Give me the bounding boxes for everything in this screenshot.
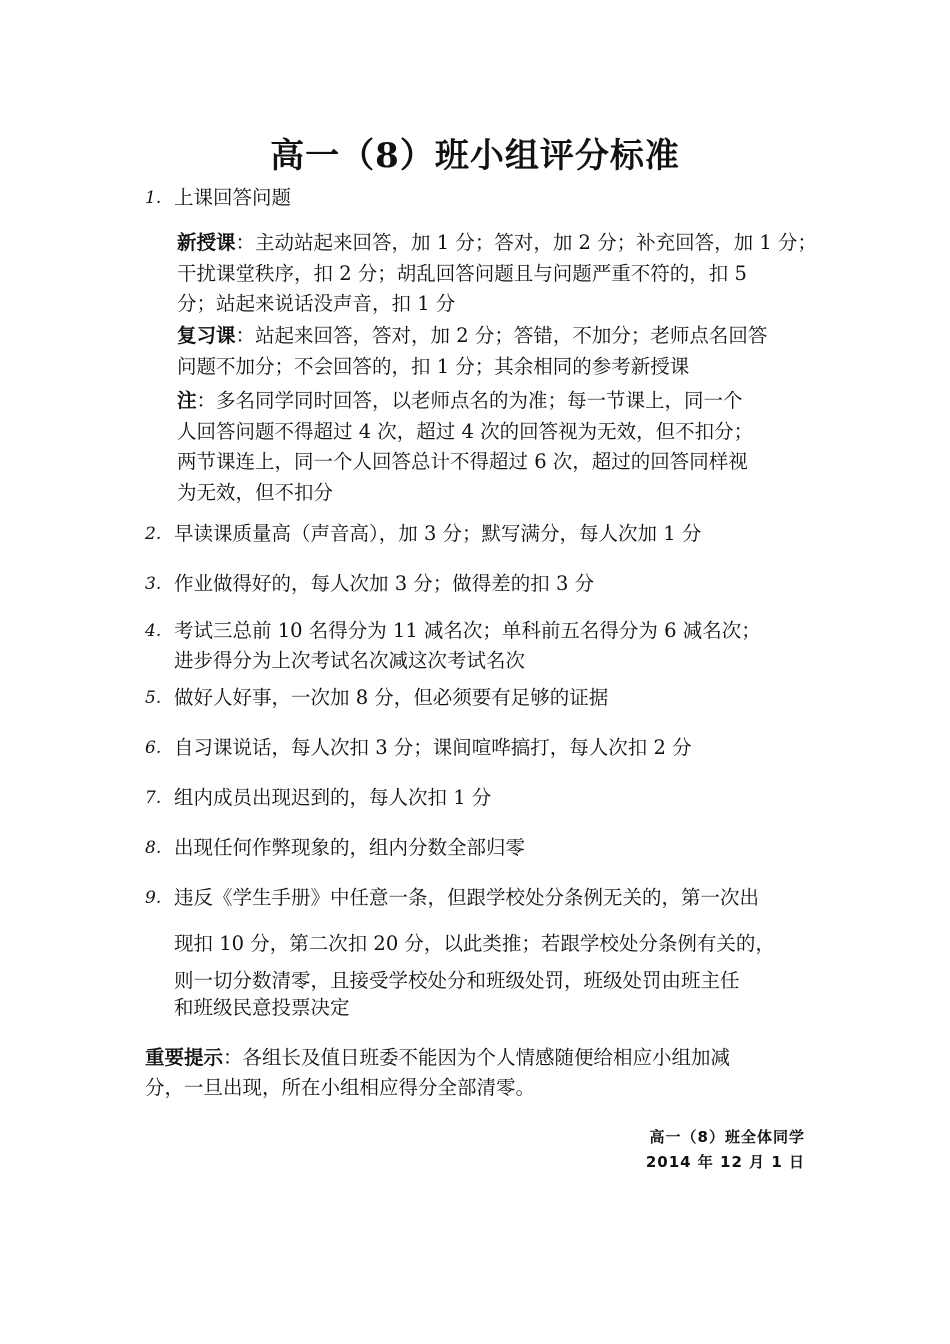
- notice-line: ：各组长及值日班委不能因为个人情感随便给相应小组加减: [223, 1046, 731, 1069]
- item-number: 1.: [145, 188, 162, 208]
- notice-label: 重要提示: [145, 1046, 224, 1069]
- item-text: 上课回答问题: [174, 186, 292, 209]
- section-line: ：主动站起来回答，加 1 分；答对，加 2 分；补充回答，加 1 分；: [235, 231, 817, 254]
- section-line: 人回答问题不得超过 4 次，超过 4 次的回答视为无效，但不扣分；: [177, 419, 754, 443]
- section-label: 复习课: [177, 324, 236, 347]
- signature-date: 2014 年 12 月 1 日: [645, 1153, 805, 1171]
- item-number: 2.: [145, 524, 162, 544]
- item-text: 自习课说话，每人次扣 3 分；课间喧哗搞打，每人次扣 2 分: [174, 736, 692, 759]
- section-new-lesson: [177, 228, 817, 320]
- section-label: 注: [177, 389, 197, 412]
- item-text: 做好人好事，一次加 8 分，但必须要有足够的证据: [174, 686, 609, 709]
- item-number: 7.: [145, 788, 162, 808]
- list-item: [145, 783, 815, 813]
- item-line: 现扣 10 分，第二次扣 20 分，以此类推；若跟学校处分条例有关的，: [174, 932, 775, 955]
- item-line: 考试三总前 10 名得分为 11 减名次；单科前五名得分为 6 减名次；: [174, 619, 761, 642]
- section-line: 干扰课堂秩序，扣 2 分；胡乱回答问题且与问题严重不符的，扣 5: [177, 261, 747, 285]
- section-line: 两节课连上，同一个人回答总计不得超过 6 次，超过的回答同样视: [177, 450, 748, 473]
- item-number: 4.: [145, 621, 162, 641]
- item-line: 进步得分为上次考试名次减这次考试名次: [174, 649, 526, 672]
- item-line: 和班级民意投票决定: [174, 996, 350, 1019]
- item-text: 早读课质量高（声音高），加 3 分；默写满分，每人次加 1 分: [174, 522, 702, 545]
- item-number: 3.: [145, 574, 162, 594]
- important-notice: [145, 1043, 815, 1103]
- item-number: 5.: [145, 688, 162, 708]
- item-text: 组内成员出现迟到的，每人次扣 1 分: [174, 786, 492, 809]
- list-item: [145, 519, 815, 549]
- item-text: 出现任何作弊现象的，组内分数全部归零: [174, 836, 526, 859]
- item-number: 6.: [145, 738, 162, 758]
- item-number: 8.: [145, 838, 162, 858]
- list-item: [145, 183, 815, 213]
- list-item: [145, 616, 815, 676]
- list-item: [145, 883, 815, 1021]
- list-item: [145, 683, 815, 713]
- item-line: 则一切分数清零，且接受学校处分和班级处罚，班级处罚由班主任: [174, 969, 740, 992]
- notice-line: 分，一旦出现，所在小组相应得分全部清零。: [145, 1076, 536, 1099]
- item-text: 作业做得好的，每人次加 3 分；做得差的扣 3 分: [174, 572, 595, 595]
- section-line: 分；站起来说话没声音，扣 1 分: [177, 292, 456, 315]
- page-title: 高一（8）班小组评分标准: [270, 136, 680, 176]
- list-item: [145, 569, 815, 599]
- signature-org: 高一（8）班全体同学: [649, 1128, 805, 1146]
- list-item: [145, 833, 815, 863]
- section-line: 为无效，但不扣分: [177, 480, 334, 504]
- item-line: 违反《学生手册》中任意一条，但跟学校处分条例无关的，第一次出: [174, 886, 760, 909]
- section-review-lesson: [177, 321, 817, 382]
- section-label: 新授课: [177, 231, 236, 254]
- section-line: 问题不加分；不会回答的，扣 1 分；其余相同的参考新授课: [177, 354, 690, 378]
- item-number: 9.: [145, 888, 162, 908]
- list-item: [145, 733, 815, 763]
- section-note: [177, 386, 817, 508]
- section-line: ：多名同学同时回答，以老师点名的为准；每一节课上，同一个: [196, 389, 743, 412]
- section-line: ：站起来回答，答对，加 2 分；答错，不加分；老师点名回答: [235, 324, 768, 347]
